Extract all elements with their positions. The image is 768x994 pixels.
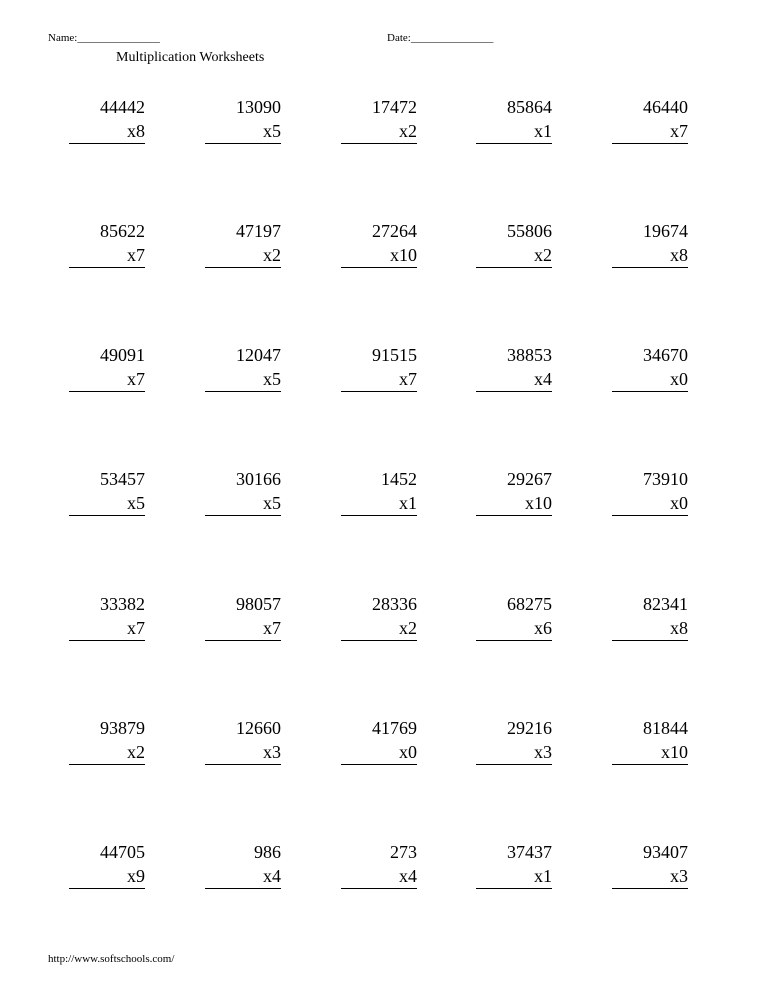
problem-6-1 (69, 716, 145, 765)
problem-4-4 (476, 467, 552, 516)
problem-2-1 (69, 219, 145, 268)
problem-7-1 (69, 840, 145, 889)
problem-1-1 (69, 95, 145, 144)
multiplicand: 29216 (507, 718, 552, 738)
date-field: Date:_______________ (387, 32, 494, 44)
multiplicand: 13090 (236, 97, 281, 117)
multiplier: x0 (341, 740, 417, 765)
multiplier: x7 (612, 119, 688, 144)
problem-7-5 (612, 840, 688, 889)
problem-7-3 (341, 840, 417, 889)
multiplicand: 38853 (507, 345, 552, 365)
multiplicand: 28336 (372, 594, 417, 614)
problem-6-5 (612, 716, 688, 765)
problem-3-2 (205, 343, 281, 392)
multiplicand: 1452 (381, 469, 417, 489)
name-field: Name:_______________ (48, 32, 160, 44)
problem-5-2 (205, 592, 281, 641)
problem-2-2 (205, 219, 281, 268)
problem-6-4 (476, 716, 552, 765)
multiplier: x2 (205, 243, 281, 268)
multiplier: x4 (476, 367, 552, 392)
multiplier: x5 (205, 119, 281, 144)
multiplicand: 12660 (236, 718, 281, 738)
problem-4-5 (612, 467, 688, 516)
multiplier: x5 (205, 491, 281, 516)
problem-3-5 (612, 343, 688, 392)
problem-1-4 (476, 95, 552, 144)
problem-2-3 (341, 219, 417, 268)
problem-2-5 (612, 219, 688, 268)
multiplicand: 46440 (643, 97, 688, 117)
problem-1-3 (341, 95, 417, 144)
multiplicand: 41769 (372, 718, 417, 738)
multiplicand: 29267 (507, 469, 552, 489)
multiplicand: 53457 (100, 469, 145, 489)
multiplier: x4 (205, 864, 281, 889)
problem-7-2 (205, 840, 281, 889)
multiplier: x10 (612, 740, 688, 765)
worksheet-title: Multiplication Worksheets (116, 50, 265, 65)
multiplier: x3 (476, 740, 552, 765)
multiplicand: 98057 (236, 594, 281, 614)
multiplier: x7 (69, 243, 145, 268)
multiplicand: 73910 (643, 469, 688, 489)
problem-5-4 (476, 592, 552, 641)
multiplier: x1 (476, 119, 552, 144)
multiplicand: 33382 (100, 594, 145, 614)
problem-2-4 (476, 219, 552, 268)
multiplier: x3 (612, 864, 688, 889)
multiplier: x7 (205, 616, 281, 641)
problem-7-4 (476, 840, 552, 889)
multiplicand: 19674 (643, 221, 688, 241)
multiplicand: 273 (390, 842, 417, 862)
multiplicand: 30166 (236, 469, 281, 489)
multiplier: x5 (69, 491, 145, 516)
multiplier: x7 (69, 616, 145, 641)
problem-1-2 (205, 95, 281, 144)
problem-4-2 (205, 467, 281, 516)
multiplier: x7 (341, 367, 417, 392)
multiplicand: 81844 (643, 718, 688, 738)
multiplier: x4 (341, 864, 417, 889)
multiplier: x3 (205, 740, 281, 765)
multiplier: x7 (69, 367, 145, 392)
problem-5-3 (341, 592, 417, 641)
multiplicand: 85622 (100, 221, 145, 241)
multiplier: x2 (476, 243, 552, 268)
multiplicand: 85864 (507, 97, 552, 117)
multiplier: x2 (69, 740, 145, 765)
multiplier: x6 (476, 616, 552, 641)
multiplicand: 12047 (236, 345, 281, 365)
multiplicand: 34670 (643, 345, 688, 365)
multiplier: x2 (341, 616, 417, 641)
problem-1-5 (612, 95, 688, 144)
problem-5-1 (69, 592, 145, 641)
problem-4-1 (69, 467, 145, 516)
multiplier: x8 (612, 243, 688, 268)
problem-3-4 (476, 343, 552, 392)
multiplicand: 17472 (372, 97, 417, 117)
multiplicand: 27264 (372, 221, 417, 241)
multiplicand: 49091 (100, 345, 145, 365)
multiplicand: 93407 (643, 842, 688, 862)
problem-6-3 (341, 716, 417, 765)
multiplicand: 68275 (507, 594, 552, 614)
multiplier: x10 (341, 243, 417, 268)
problem-3-3 (341, 343, 417, 392)
multiplier: x0 (612, 491, 688, 516)
multiplicand: 44442 (100, 97, 145, 117)
footer-url: http://www.softschools.com/ (48, 953, 175, 965)
multiplicand: 37437 (507, 842, 552, 862)
multiplicand: 91515 (372, 345, 417, 365)
multiplicand: 44705 (100, 842, 145, 862)
problem-4-3 (341, 467, 417, 516)
problem-3-1 (69, 343, 145, 392)
multiplier: x0 (612, 367, 688, 392)
multiplier: x1 (476, 864, 552, 889)
multiplicand: 47197 (236, 221, 281, 241)
multiplicand: 82341 (643, 594, 688, 614)
multiplicand: 986 (254, 842, 281, 862)
multiplier: x9 (69, 864, 145, 889)
multiplier: x8 (69, 119, 145, 144)
multiplier: x1 (341, 491, 417, 516)
multiplier: x8 (612, 616, 688, 641)
problem-5-5 (612, 592, 688, 641)
multiplicand: 55806 (507, 221, 552, 241)
multiplier: x10 (476, 491, 552, 516)
multiplicand: 93879 (100, 718, 145, 738)
multiplier: x2 (341, 119, 417, 144)
problem-6-2 (205, 716, 281, 765)
multiplier: x5 (205, 367, 281, 392)
